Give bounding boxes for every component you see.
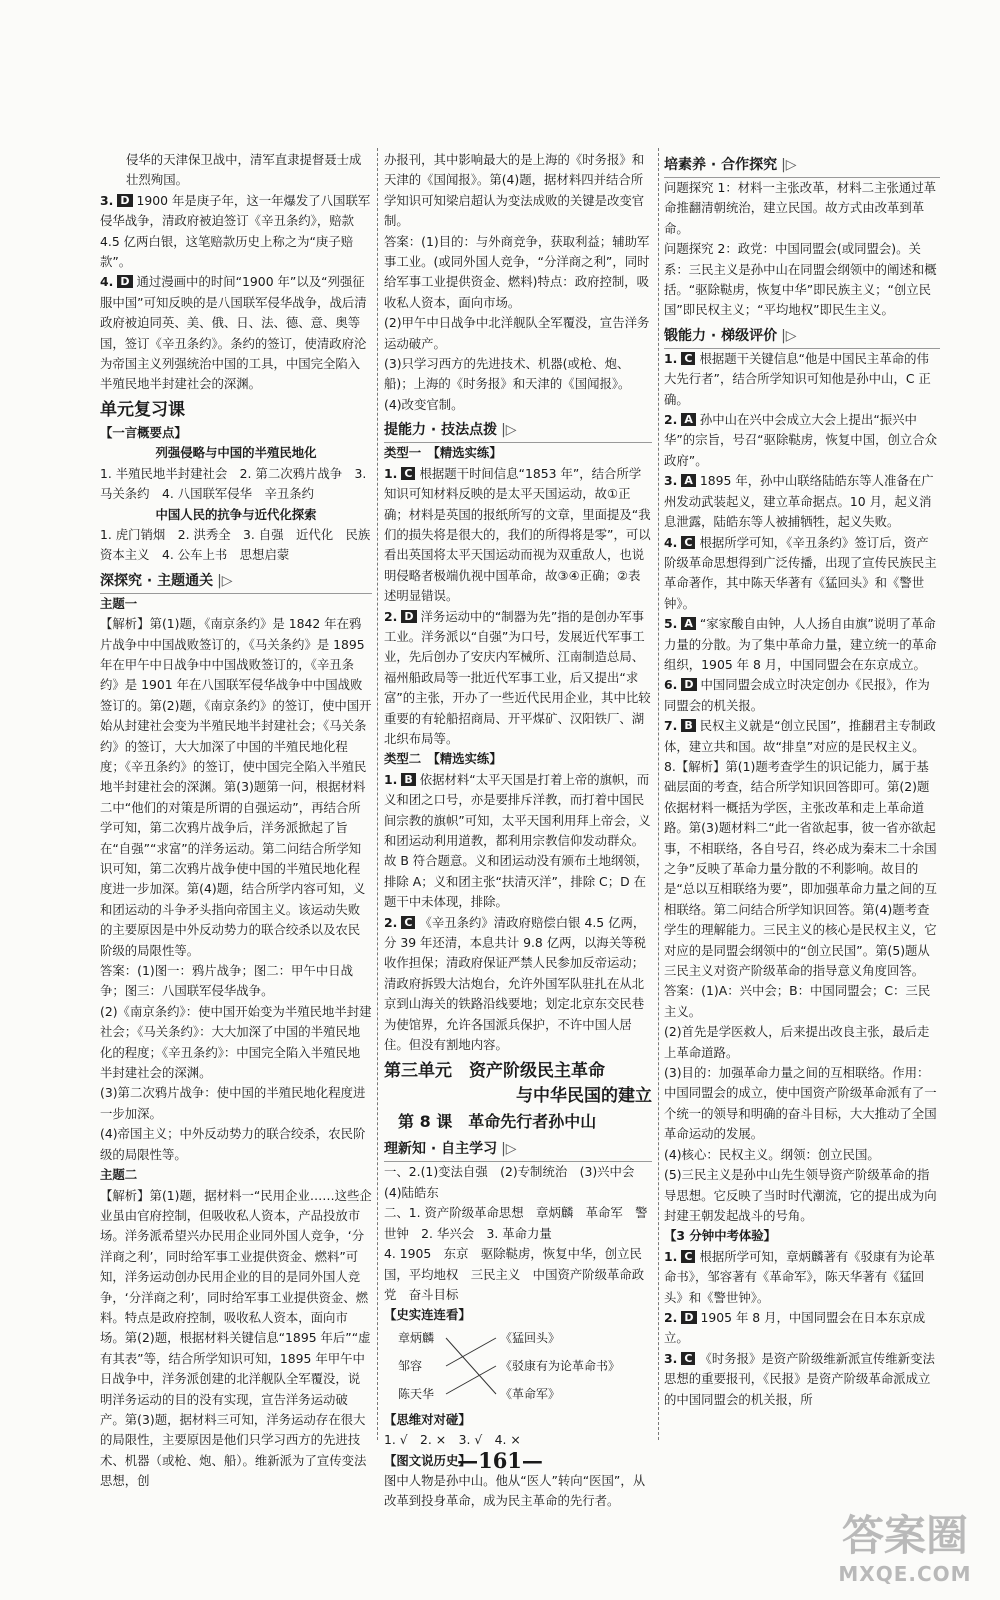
answer-text: 1900 年是庚子年，这一年爆发了八国联军侵华战争，清政府被迫签订《辛丑条约》，赔款 4.5 亿两白银，这笔赔款历史上称之为“庚子赔款”。 [100, 192, 371, 270]
question-number: 2. [384, 608, 398, 624]
lesson-title: 第 8 课 革命先行者孙中山 [398, 1112, 597, 1132]
paragraph: (2)首先是学医救人，后来提出改良主张，最后走上革命道路。 [664, 1024, 930, 1060]
question-number: 2. [664, 412, 678, 428]
section-title: 理新知 · 自主学习 [384, 1141, 498, 1158]
chevron-right-icon: |▷ [781, 157, 797, 173]
matching-diagram [384, 1328, 652, 1408]
answer-item [664, 533, 940, 615]
answer-letter-box: C [681, 536, 695, 549]
question-number: 5. [664, 616, 678, 632]
paragraph: 办报刊，其中影响最大的是上海的《时务报》和天津的《国闻报》。第(4)题，据材料四并结合所学知识可知梁启超认为变法成败的关键是改变官制。 [384, 152, 645, 229]
answer-text: 孙中山在兴中会成立大会上提出“振兴中华”的宗旨，号召“驱除鞑虏，恢复中国，创立合众政府”。 [664, 412, 938, 468]
answer-letter-box: B [681, 719, 695, 732]
chevron-right-icon: |▷ [501, 1141, 517, 1158]
answer-letter-box: D [117, 275, 132, 288]
answer-item [384, 607, 652, 750]
chevron-right-icon: |▷ [217, 572, 233, 589]
paragraph: 侵华的天津保卫战中，清军直隶提督聂士成壮烈殉国。 [126, 152, 362, 188]
paragraph: 8.【解析】第(1)题考查学生的识记能力，属于基础层面的考查，结合所学知识回答即可。第(2)题依据材料一概括为学医，主张改革和走上革命道路。第(3)题材料二“此一省欲起事，彼一省亦欲起事，不相联络，各自号召，终必成为秦末二十余国之争”反映了革命力量分散的不利影响。故目的是“总以互相联络为要”，即加强革命力量之间的互相联络。第二问结合所学知识回答。第(4)题考查学生的理解能力。三民主义的核心是民权主义，它对应的是同盟会纲领中的“创立民国”。第(5)题从三民主义对资产阶级革命的指导意义角度回答。 [664, 758, 938, 979]
section-title: 提能力 · 技法点拨 [384, 422, 498, 439]
author-name: 陈天华 [398, 1386, 435, 1401]
paragraph: (4)帝国主义；中外反动势力的联合绞杀，农民阶级的局限性等。 [100, 1126, 366, 1162]
bracket-label: 【一言概要点】 [100, 424, 187, 440]
bracket-label: 【3 分钟中考体验】 [664, 1228, 777, 1244]
answer-item [664, 716, 940, 757]
question-number: 1. [664, 1248, 678, 1264]
paragraph: 一、2.(1)变法自强 (2)专制统治 (3)兴中会 (4)陆皓东 [384, 1164, 647, 1200]
question-number: 1. [384, 771, 398, 787]
question-number: 7. [664, 718, 678, 734]
answer-letter-box: D [681, 678, 696, 691]
answer-text: 洋务运动中的“制器为先”指的是创办军事工业。洋务派以“自强”为口号，发展近代军事工业，先后创办了安庆内军械所、江南制造总局、福州船政局等一批近代军事工业，后又提出“求富”的主张，开办了一些近代民用企业，其中比较重要的有轮船招商局、开平煤矿、汉阳铁厂、湖北织布局等。 [384, 608, 651, 746]
author-name: 章炳麟 [398, 1330, 435, 1345]
answer-item [664, 614, 940, 675]
watermark-logo: 答案圈 MXQE.COM [838, 1511, 972, 1586]
answer-letter-box: A [681, 413, 696, 426]
answer-item [664, 1349, 940, 1410]
answer-text: 根据所学可知，《辛丑条约》签订后，资产阶级革命思想得到广泛传播，出现了宣传民族民主革命著作，其中陈天华著有《猛回头》和《警世钟》。 [664, 534, 937, 611]
paragraph: (3)目的：加强革命力量之间的互相联络。作用：中国同盟会的成立，使中国资产阶级革命派有了一个统一的领导和明确的奋斗目标，大大推动了全国革命运动的发展。 [664, 1065, 937, 1142]
answer-text: 根据题干关键信息“他是中国民主革命的伟大先行者”，结合所学知识可知他是孙中山，C 正确。 [664, 350, 931, 407]
paragraph: 问题探究 1：材料一主张改革，材料二主张通过革命推翻清朝统治，建立民国。故方式由改革到革命。 [664, 180, 937, 236]
answer-item [664, 349, 940, 410]
paragraph: 答案：(1)目的：与外商竞争，获取利益；辅助军事工业。(或同外国人竞争，“分洋商之利”，同时给军事工业提供资金、燃料)特点：政府控制，吸收私人资本，面向市场。 [384, 233, 650, 310]
answer-item [664, 1308, 940, 1349]
bracket-label: 类型一 【精选实练】 [384, 445, 502, 461]
answer-item [384, 464, 652, 607]
column-left [100, 150, 372, 1489]
author-name: 邹容 [398, 1358, 423, 1373]
answer-item [384, 770, 652, 913]
paragraph: 1. 虎门销烟 2. 洪秀全 3. 自强 近代化 民族资本主义 4. 公车上书 思想启蒙 [100, 526, 371, 563]
page-number: —161— [457, 1448, 543, 1473]
answer-text: 1905 年 8 月，中国同盟会在日本东京成立。 [664, 1309, 926, 1346]
book-title: 《猛回头》 [500, 1330, 561, 1345]
answer-letter-box: D [117, 194, 132, 207]
chevron-right-icon: |▷ [501, 422, 517, 439]
paragraph: 图中人物是孙中山。他从“医人”转向“医国”，从改革到投身革命，成为民主革命的先行者。 [384, 1472, 646, 1509]
paragraph: (3)只学习西方的先进技术、机器(或枪、炮、船)；上海的《时务报》和天津的《国闻报》。 [384, 356, 631, 392]
match-line [446, 1338, 496, 1366]
chevron-right-icon: |▷ [781, 327, 797, 344]
section-bar [664, 324, 940, 349]
answer-text: 通过漫画中的时间“1900 年”以及“列强征服中国”可知反映的是八国联军侵华战争，战后清政府被迫同英、美、俄、日、法、德、意、奥等国，签订《辛丑条约》。条约的签订，使清政府沦为帝国主义列强统治中国的工具，中国完全陷入半殖民地半封建社会的深渊。 [100, 274, 367, 392]
book-title: 《驳康有为论革命书》 [500, 1358, 621, 1373]
answer-letter-box: C [401, 467, 415, 480]
paragraph: (5)三民主义是孙中山先生领导资产阶级革命的指导思想。它反映了当时时代潮流，它的提出成为向封建王朝发起战斗的号角。 [664, 1167, 937, 1223]
question-number: 4. [664, 534, 678, 550]
match-line [446, 1338, 496, 1394]
match-line [446, 1366, 496, 1394]
paragraph: (3)第二次鸦片战争：使中国的半殖民地化程度进一步加深。 [100, 1085, 366, 1121]
bracket-label: 【图文说历史】 [384, 1452, 471, 1468]
section-title: 培素养 · 合作探究 [664, 157, 778, 173]
answer-item [664, 471, 940, 532]
section-bar [664, 153, 940, 178]
answer-letter-box: A [681, 474, 696, 487]
topic-heading: 列强侵略与中国的半殖民地化 [155, 445, 317, 461]
answer-text: 根据题干时间信息“1853 年”，结合所学知识可知材料反映的是太平天国运动，故①正确；材料是英国的报纸所写的文章，里面提及“我们的损失将是很大的，我们的所得将是零”，可以看出英国将太平天国运动而视为双重敌人，也说明侵略者极端仇视中国革命，故③④正确；②表述明显错误。 [384, 465, 651, 604]
answer-text: 中国同盟会成立时决定创办《民报》，作为同盟会的机关报。 [664, 677, 930, 713]
column-divider [377, 148, 378, 1440]
paragraph: 1. 半殖民地半封建社会 2. 第二次鸦片战争 3. 马关条约 4. 八国联军侵华 辛丑条约 [100, 465, 367, 502]
column-divider [658, 148, 659, 1440]
answer-item [384, 913, 652, 1056]
question-number: 3. [664, 473, 678, 489]
section-title: 深探究 · 主题通关 [100, 572, 214, 589]
paragraph: 答案：(1)图一：鸦片战争；图二：甲午中日战争；图三：八国联军侵华战争。 [100, 963, 353, 999]
answer-letter-box: D [681, 1311, 696, 1324]
answer-text: 根据所学可知，章炳麟著有《驳康有为论革命书》，邹容著有《革命军》，陈天华著有《猛回头》和《警世钟》。 [664, 1248, 935, 1305]
question-number: 2. [664, 1309, 678, 1325]
answer-item [664, 410, 940, 471]
section-bar [100, 569, 372, 594]
question-number: 3. [664, 1350, 678, 1366]
answer-item [664, 1247, 940, 1308]
topic-heading: 中国人民的抗争与近代化探索 [155, 506, 317, 522]
answer-letter-box: C [681, 352, 695, 365]
paragraph: (4)改变官制。 [384, 396, 464, 412]
question-number: 3. [100, 192, 114, 208]
paragraph: 二、1. 资产阶级革命思想 章炳麟 革命军 警世钟 2. 华兴会 3. 革命力量 [384, 1205, 648, 1241]
paragraph: 1. √ 2. × 3. √ 4. × [384, 1432, 521, 1448]
subheading: 主题二 [100, 1167, 138, 1183]
paragraph: (2)《南京条约》：使中国开始变为半殖民地半封建社会；《马关条约》：大大加深了中国的半殖民地化的程度；《辛丑条约》：中国完全陷入半殖民地半封建社会的深渊。 [100, 1003, 372, 1081]
section-title: 锻能力 · 梯级评价 [664, 327, 778, 344]
answer-letter-box: D [401, 610, 416, 623]
answer-item [100, 191, 372, 273]
answer-item [100, 272, 372, 394]
question-number: 1. [664, 350, 678, 366]
paragraph: 【解析】第(1)题，《南京条约》是 1842 年在鸦片战争中中国战败签订的，《马关条约》是 1895 年在甲午中日战争中中国战败签订的，《辛丑条约》是 1901 年在八国联军侵华战争中中国战败签订的。第(2)题，《南京条约》的签订，使中国开始从封建社会变为半殖民地半封建社会；《马关条约》的签订，大大加深了中国的半殖民地化程度；《辛丑条约》的签订，使中国完全陷入半殖民地半封建社会的深渊。第(3)题第一问，根据材料二中“他们的对策是所谓的自强运动”，再结合所学可知，第二次鸦片战争后，洋务派掀起了旨在“自强”“求富”的洋务运动。第二问结合所学知识可知，第二次鸦片战争使中国的半殖民地化程度进一步加深。第(4)题，结合所学内容可知，义和团运动的斗争矛头指向帝国主义。该运动失败的主要原因是中外反动势力的联合绞杀以及农民阶级的局限性等。 [100, 616, 372, 958]
bracket-label: 【思维对对碰】 [384, 1411, 471, 1427]
answer-letter-box: A [681, 617, 696, 630]
answer-item [664, 675, 940, 716]
answer-letter-box: C [401, 916, 415, 929]
answer-text: 《辛丑条约》清政府赔偿白银 4.5 亿两，分 39 年还清，本息共计 9.8 亿两，以海关等税收作担保；清政府保证严禁人民参加反帝运动；清政府拆毁大沽炮台，允许外国军队驻扎在从北京到山海关的铁路沿线要地；划定北京东交民巷为使馆界，允许各国派兵保护，不许中国人居住。但没有割地内容。 [384, 914, 646, 1053]
unit-title: 第三单元 资产阶级民主革命 [384, 1061, 605, 1082]
answer-text: 《时务报》是资产阶级维新派宣传维新变法思想的重要报刊，《民报》是资产阶级革命派成立的中国同盟会的机关报，所 [664, 1350, 935, 1407]
subheading: 主题一 [100, 595, 138, 611]
answer-text: 1895 年，孙中山联络陆皓东等人准备在广州发动武装起义，建立革命据点。10 月，起义消息泄露，陆皓东等人被捕牺牲，起义失败。 [664, 473, 934, 530]
book-title: 《革命军》 [500, 1386, 561, 1401]
answer-text: 依据材料“太平天国是打着上帝的旗帜，而义和团之口号，亦是要排斥洋教，而打着中国民间宗教的旗帜”可知，太平天国利用拜上帝会，义和团运动利用道教，都利用宗教信仰发动群众。故 B 符合题意。义和团运动没有颁布土地纲领，排除 A；义和团主张“扶清灭洋”，排除 C；D 在题干中未体现，排除。 [384, 771, 651, 910]
paragraph: 答案：(1)A：兴中会；B：中国同盟会；C：三民主义。 [664, 983, 931, 1019]
paragraph: 4. 1905 东京 驱除鞑虏，恢复中华，创立民国，平均地权 三民主义 中国资产阶级革命政党 奋斗目标 [384, 1246, 645, 1302]
section-bar [384, 418, 652, 443]
question-number: 6. [664, 677, 678, 693]
answer-letter-box: C [681, 1352, 695, 1365]
bracket-label: 【史实连连看】 [384, 1307, 471, 1323]
paragraph: (4)核心：民权主义。纲领：创立民国。 [664, 1146, 880, 1162]
answer-letter-box: C [681, 1250, 695, 1263]
column-right [664, 150, 940, 1440]
section-bar [384, 1137, 652, 1162]
section-title: 单元复习课 [100, 399, 185, 420]
answer-text: 民权主义就是“创立民国”，推翻君主专制政体，建立共和国。故“排皇”对应的是民权主义。 [664, 718, 936, 754]
bracket-label: 类型二 【精选实练】 [384, 751, 502, 767]
question-number: 2. [384, 914, 398, 930]
answer-text: “家家酸自由钟，人人扬自由旗”说明了革命力量的分散。为了集中革命力量，建立统一的革命组织，1905 年 8 月，中国同盟会在东京成立。 [664, 616, 937, 672]
unit-title: 与中华民国的建立 [516, 1086, 652, 1107]
paragraph: 问题探究 2：政党：中国同盟会(或同盟会)。关系：三民主义是孙中山在同盟会纲领中的阐述和概括。“驱除鞑虏，恢复中华”即民族主义；“创立民国”即民权主义；“平均地权”即民生主义。 [664, 241, 937, 318]
paragraph: (2)甲午中日战争中北洋舰队全军覆没，宣告洋务运动破产。 [384, 315, 650, 351]
question-number: 1. [384, 465, 398, 481]
question-number: 4. [100, 274, 114, 290]
answer-letter-box: B [401, 773, 415, 786]
paragraph: 【解析】第(1)题，据材料一“民用企业……这些企业虽由官府控制，但吸收私人资本，产品投放市场。洋务派希望兴办民用企业同外国人竞争，‘分洋商之利’，同时给军事工业提供资金、燃料”可知，洋务运动创办民用企业的目的是同外国人竞争，‘分洋商之利’，同时给军事工业提供资金、燃料。特点是政府控制，吸收私人资本，面向市场。第(2)题，根据材料关键信息“1895 年后”“虚有其表”等，结合所学知识可知，1895 年甲午中日战争中，洋务派创建的北洋舰队全军覆没，说明洋务运动的目的没有实现，宣告洋务运动破产。第(3)题，据材料三可知，洋务运动存在很大的局限性，主要原因是他们只学习西方的先进技术、机器（或枪、炮、船）。维新派为了宣传变法思想，创 [100, 1187, 372, 1489]
